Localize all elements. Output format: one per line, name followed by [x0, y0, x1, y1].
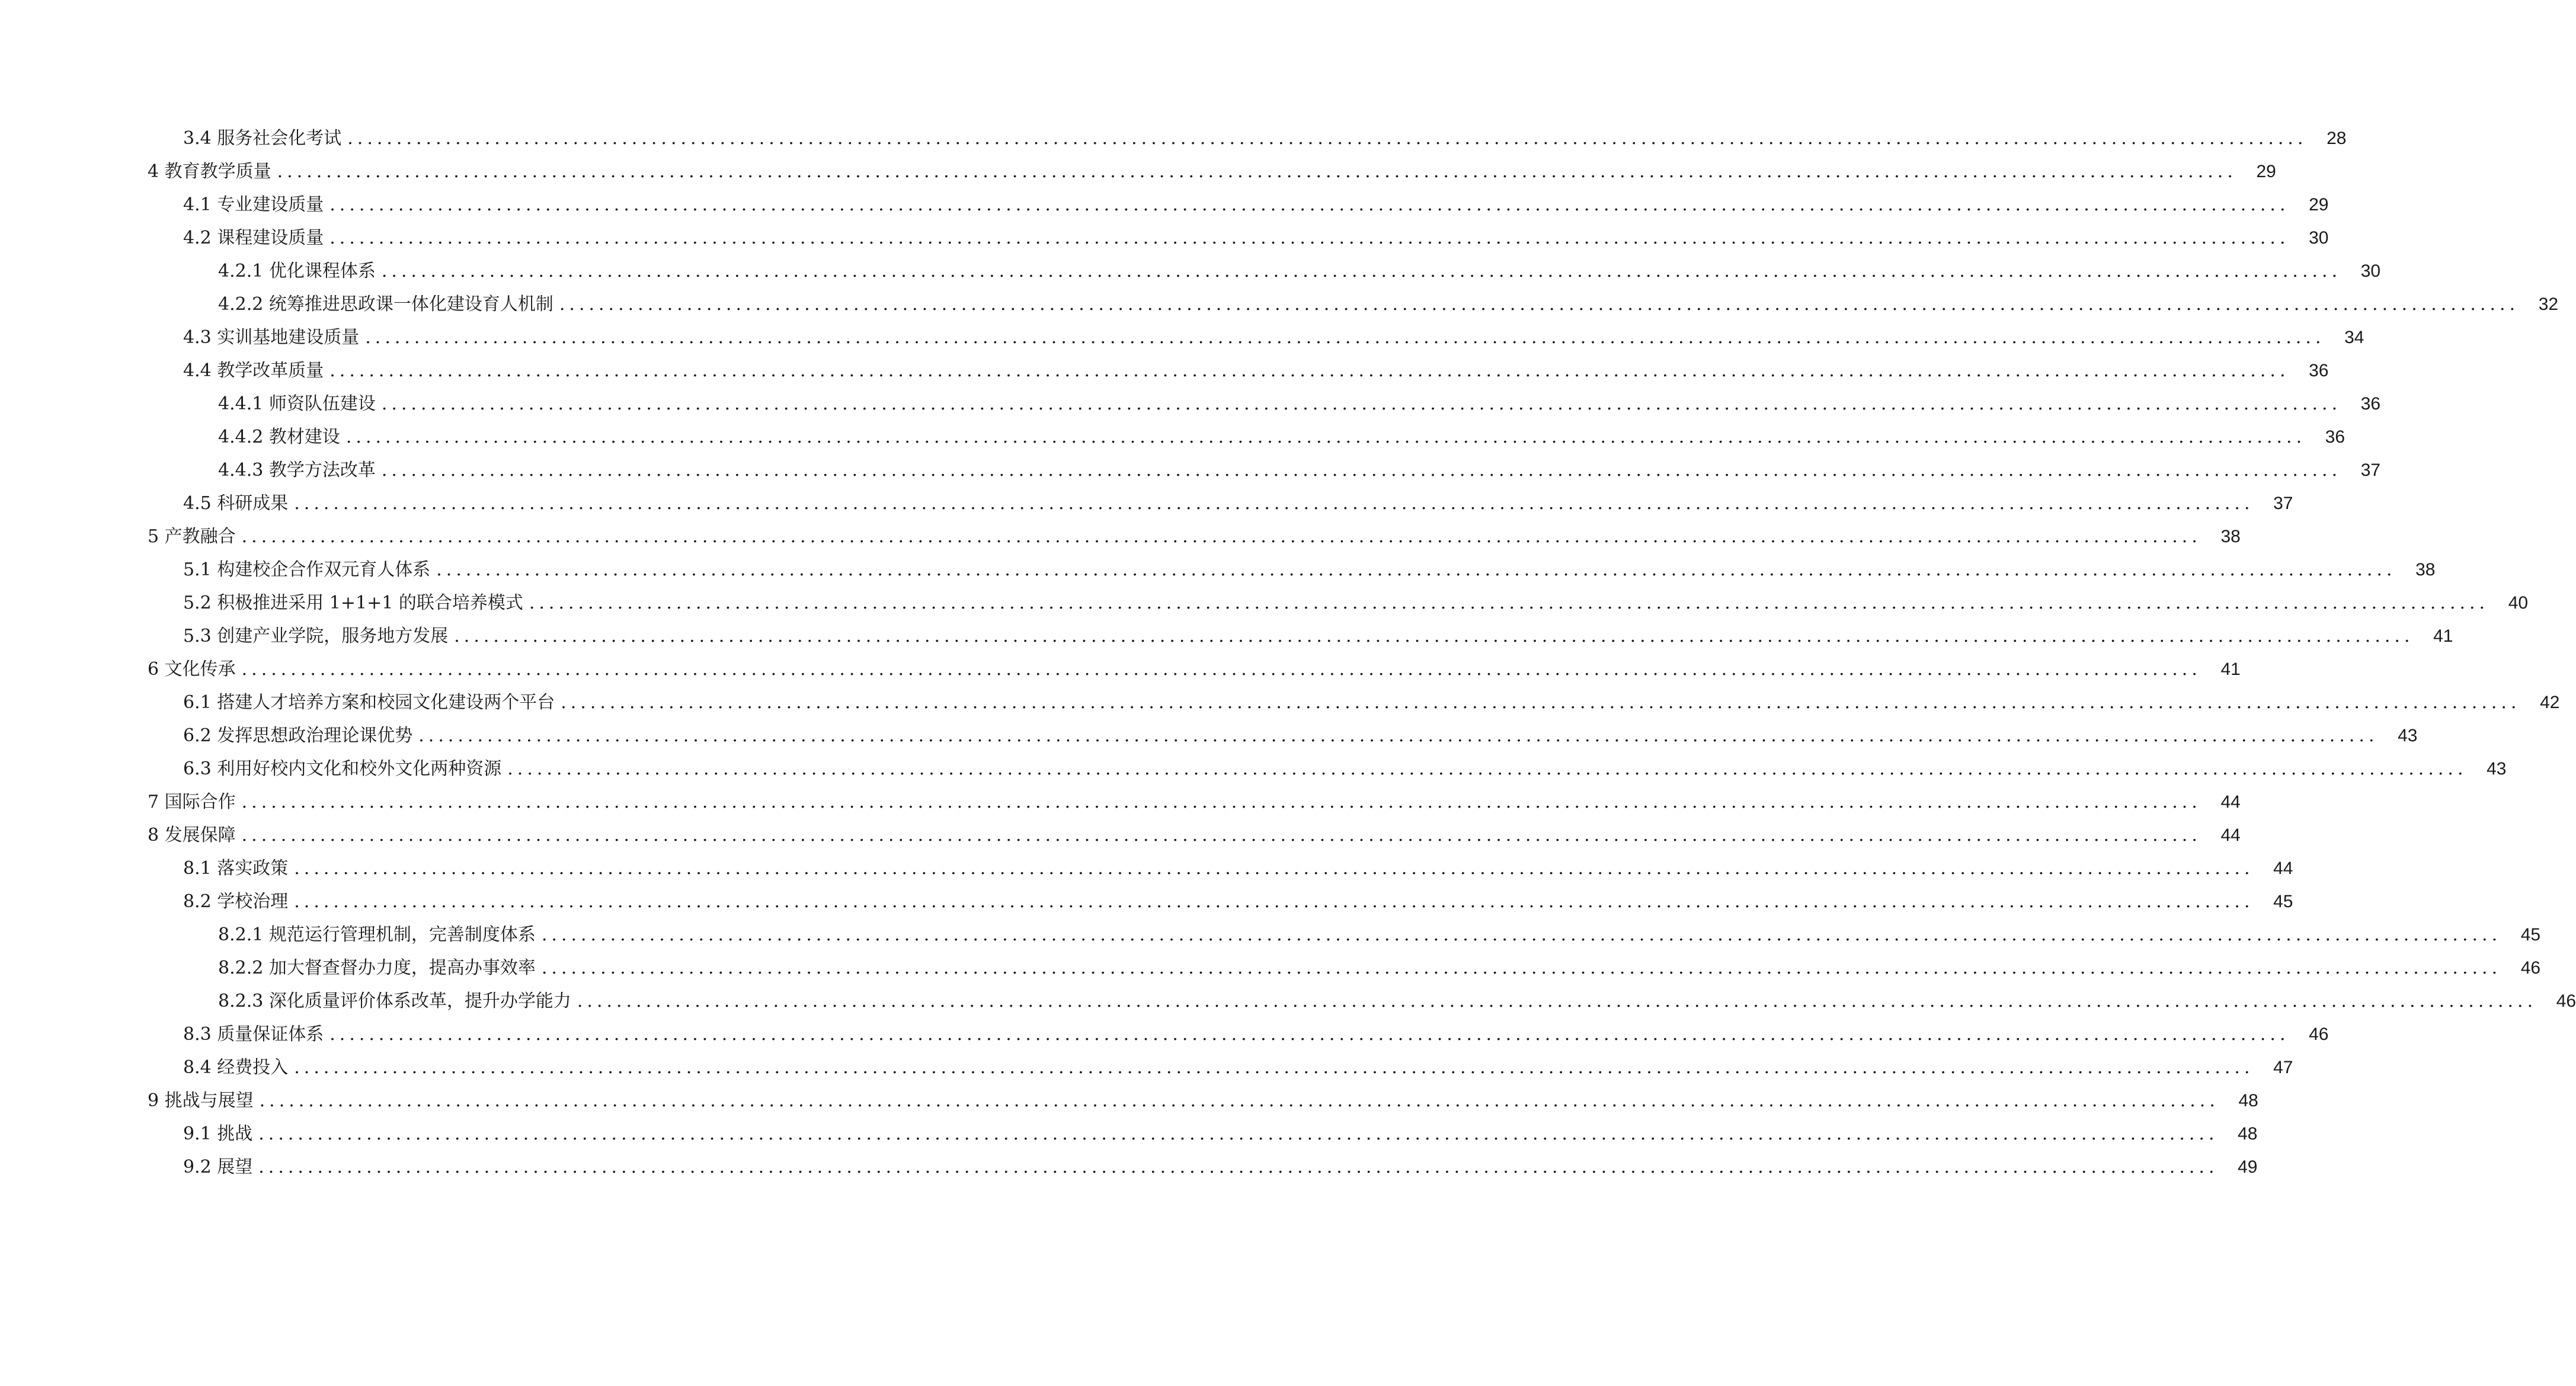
toc-entry-title: 6.1 搭建人才培养方案和校园文化建设两个平台	[183, 692, 555, 713]
toc-dot-leader: ........................................................................................................................................................................................................	[294, 891, 2254, 912]
toc-entry[interactable]	[0, 454, 2381, 487]
toc-dot-leader: ........................................................................................................................................................................................................	[329, 228, 2290, 248]
toc-entry-title: 8.2 学校治理	[183, 891, 289, 912]
toc-entry[interactable]	[0, 487, 2293, 520]
toc-entry[interactable]	[0, 985, 2576, 1018]
toc-dot-leader: ........................................................................................................................................................................................................	[329, 360, 2290, 381]
toc-entry-page-number: 42	[2540, 693, 2560, 712]
toc-entry[interactable]	[0, 1051, 2293, 1084]
toc-entry-page-number: 38	[2220, 527, 2241, 546]
toc-entry-title: 4.3 实训基地建设质量	[183, 327, 360, 348]
toc-entry-page-number: 32	[2538, 295, 2559, 314]
toc-entry[interactable]	[0, 520, 2241, 553]
toc-entry-page-number: 41	[2220, 660, 2241, 679]
toc-entry-title: 4.1 专业建设质量	[183, 194, 324, 215]
toc-entry-page-number: 36	[2360, 394, 2381, 414]
toc-entry-page-number: 34	[2344, 328, 2364, 347]
toc-dot-leader: ........................................................................................................................................................................................................	[559, 294, 2520, 315]
toc-entry-title: 8.3 质量保证体系	[183, 1024, 324, 1045]
toc-entry-title: 8.1 落实政策	[183, 858, 289, 879]
toc-entry-page-number: 29	[2309, 195, 2329, 215]
toc-entry-page-number: 36	[2309, 361, 2329, 380]
toc-entry-title: 4.4.3 教学方法改革	[218, 460, 376, 481]
toc-entry-page-number: 49	[2238, 1157, 2258, 1177]
toc-dot-leader: ........................................................................................................................................................................................................	[294, 1057, 2254, 1078]
toc-dot-leader: ........................................................................................................................................................................................................	[577, 991, 2537, 1012]
toc-entry-title: 5 产教融合	[148, 526, 236, 547]
toc-dot-leader: ........................................................................................................................................................................................................	[329, 194, 2290, 215]
toc-entry[interactable]	[0, 952, 2541, 985]
toc-entry-title: 6.3 利用好校内文化和校外文化两种资源	[183, 758, 502, 779]
toc-dot-leader: ........................................................................................................................................................................................................	[541, 924, 2502, 945]
toc-entry[interactable]	[0, 321, 2364, 354]
toc-entry-title: 9.2 展望	[183, 1157, 253, 1177]
toc-entry[interactable]	[0, 719, 2418, 753]
toc-entry-page-number: 37	[2360, 460, 2381, 480]
toc-entry-page-number: 48	[2238, 1091, 2258, 1110]
toc-dot-leader: ........................................................................................................................................................................................................	[381, 261, 2342, 281]
toc-entry-title: 4.4.2 教材建设	[218, 427, 340, 447]
toc-dot-leader: ........................................................................................................................................................................................................	[436, 559, 2396, 580]
toc-entry-page-number: 28	[2327, 129, 2347, 148]
toc-dot-leader: ........................................................................................................................................................................................................	[241, 526, 2201, 547]
toc-entry[interactable]	[0, 1018, 2329, 1051]
toc-entry[interactable]	[0, 188, 2329, 222]
toc-entry[interactable]	[0, 255, 2381, 288]
toc-entry-page-number: 46	[2520, 958, 2541, 978]
toc-dot-leader: ........................................................................................................................................................................................................	[294, 493, 2254, 514]
toc-entry-title: 4.2 课程建设质量	[183, 228, 324, 248]
toc-entry-title: 9 挑战与展望	[148, 1090, 254, 1111]
toc-entry[interactable]	[0, 288, 2559, 321]
toc-dot-leader: ........................................................................................................................................................................................................	[365, 327, 2325, 348]
toc-entry[interactable]	[0, 1084, 2258, 1118]
toc-entry-title: 3.4 服务社会化考试	[183, 128, 342, 149]
toc-entry-page-number: 44	[2273, 859, 2293, 878]
toc-entry-title: 6 文化传承	[148, 659, 236, 680]
toc-entry-page-number: 46	[2309, 1025, 2329, 1044]
toc-entry[interactable]	[0, 388, 2381, 421]
toc-dot-leader: ........................................................................................................................................................................................................	[418, 725, 2379, 746]
toc-entry[interactable]	[0, 918, 2541, 952]
toc-entry-page-number: 30	[2360, 261, 2381, 281]
toc-entry-title: 5.2 积极推进采用 1+1+1 的联合培养模式	[183, 593, 523, 613]
toc-entry[interactable]	[0, 587, 2529, 620]
toc-entry[interactable]	[0, 620, 2453, 653]
toc-entry-page-number: 37	[2273, 494, 2293, 513]
toc-entry-title: 8.2.3 深化质量评价体系改革，提升办学能力	[218, 991, 571, 1012]
toc-entry-title: 7 国际合作	[148, 792, 236, 812]
toc-entry-title: 8.4 经费投入	[183, 1057, 289, 1078]
toc-entry-page-number: 43	[2398, 726, 2418, 745]
toc-entry[interactable]	[0, 553, 2436, 587]
toc-dot-leader: ........................................................................................................................................................................................................	[258, 1123, 2219, 1144]
toc-entry[interactable]	[0, 155, 2276, 188]
toc-entry-title: 9.1 挑战	[183, 1123, 253, 1144]
toc-dot-leader: ........................................................................................................................................................................................................	[241, 792, 2201, 812]
toc-entry-title: 8 发展保障	[148, 825, 236, 846]
toc-dot-leader: ........................................................................................................................................................................................................	[454, 626, 2414, 646]
toc-entry-title: 8.2.1 规范运行管理机制，完善制度体系	[218, 924, 536, 945]
toc-entry[interactable]	[0, 819, 2241, 852]
toc-dot-leader: ........................................................................................................................................................................................................	[294, 858, 2254, 879]
toc-dot-leader: ........................................................................................................................................................................................................	[329, 1024, 2290, 1045]
toc-entry[interactable]	[0, 222, 2329, 255]
toc-entry[interactable]	[0, 421, 2345, 454]
toc-entry-title: 4.5 科研成果	[183, 493, 289, 514]
toc-entry[interactable]	[0, 852, 2293, 885]
toc-dot-leader: ........................................................................................................................................................................................................	[529, 593, 2489, 613]
toc-dot-leader: ........................................................................................................................................................................................................	[507, 758, 2468, 779]
toc-dot-leader: ........................................................................................................................................................................................................	[345, 427, 2306, 447]
toc-entry-title: 4.4 教学改革质量	[183, 360, 324, 381]
toc-entry-page-number: 47	[2273, 1058, 2293, 1077]
toc-entry-page-number: 40	[2508, 593, 2529, 613]
toc-entry-title: 5.3 创建产业学院，服务地方发展	[183, 626, 449, 646]
toc-entry-title: 4.2.2 统筹推进思政课一体化建设育人机制	[218, 294, 553, 315]
toc-entry-page-number: 48	[2238, 1124, 2258, 1144]
toc-entry-page-number: 43	[2487, 759, 2507, 779]
toc-dot-leader: ........................................................................................................................................................................................................	[347, 128, 2308, 149]
toc-entry-title: 5.1 构建校企合作双元育人体系	[183, 559, 431, 580]
toc-dot-leader: ........................................................................................................................................................................................................	[381, 460, 2342, 481]
toc-entry-title: 4.4.1 师资队伍建设	[218, 393, 376, 414]
toc-entry-page-number: 44	[2220, 792, 2241, 812]
toc-entry[interactable]	[0, 753, 2507, 786]
toc-entry[interactable]	[0, 786, 2241, 819]
toc-entry-title: 8.2.2 加大督查督办力度，提高办事效率	[218, 958, 536, 978]
toc-entry-title: 4.2.1 优化课程体系	[218, 261, 376, 281]
toc-entry-page-number: 44	[2220, 825, 2241, 845]
toc-entry-title: 4 教育教学质量	[148, 161, 271, 182]
toc-entry[interactable]	[0, 1151, 2258, 1184]
toc-entry[interactable]	[0, 122, 2347, 155]
toc-entry-page-number: 45	[2273, 892, 2293, 911]
toc-entry-page-number: 38	[2415, 560, 2436, 580]
toc-entry-page-number: 30	[2309, 228, 2329, 248]
toc-entry-page-number: 45	[2520, 925, 2541, 945]
toc-entry-page-number: 36	[2325, 427, 2345, 447]
toc-entry-page-number: 41	[2433, 626, 2453, 646]
toc-entry[interactable]	[0, 653, 2241, 686]
toc-entry-page-number: 29	[2256, 162, 2276, 181]
toc-dot-leader: ........................................................................................................................................................................................................	[541, 958, 2502, 978]
toc-entry[interactable]	[0, 354, 2329, 388]
toc-dot-leader: ........................................................................................................................................................................................................	[381, 393, 2342, 414]
toc-dot-leader: ........................................................................................................................................................................................................	[561, 692, 2521, 713]
toc-entry-page-number: 46	[2556, 991, 2576, 1011]
toc-entry-title: 6.2 发挥思想政治理论课优势	[183, 725, 413, 746]
toc-dot-leader: ........................................................................................................................................................................................................	[277, 161, 2237, 182]
toc-dot-leader: ........................................................................................................................................................................................................	[241, 659, 2201, 680]
toc-entry[interactable]	[0, 885, 2293, 918]
toc-entry[interactable]	[0, 1118, 2258, 1151]
toc-dot-leader: ........................................................................................................................................................................................................	[241, 825, 2201, 846]
toc-dot-leader: ........................................................................................................................................................................................................	[259, 1090, 2219, 1111]
table-of-contents	[0, 122, 2576, 1184]
toc-dot-leader: ........................................................................................................................................................................................................	[258, 1157, 2219, 1177]
toc-entry[interactable]	[0, 686, 2560, 719]
